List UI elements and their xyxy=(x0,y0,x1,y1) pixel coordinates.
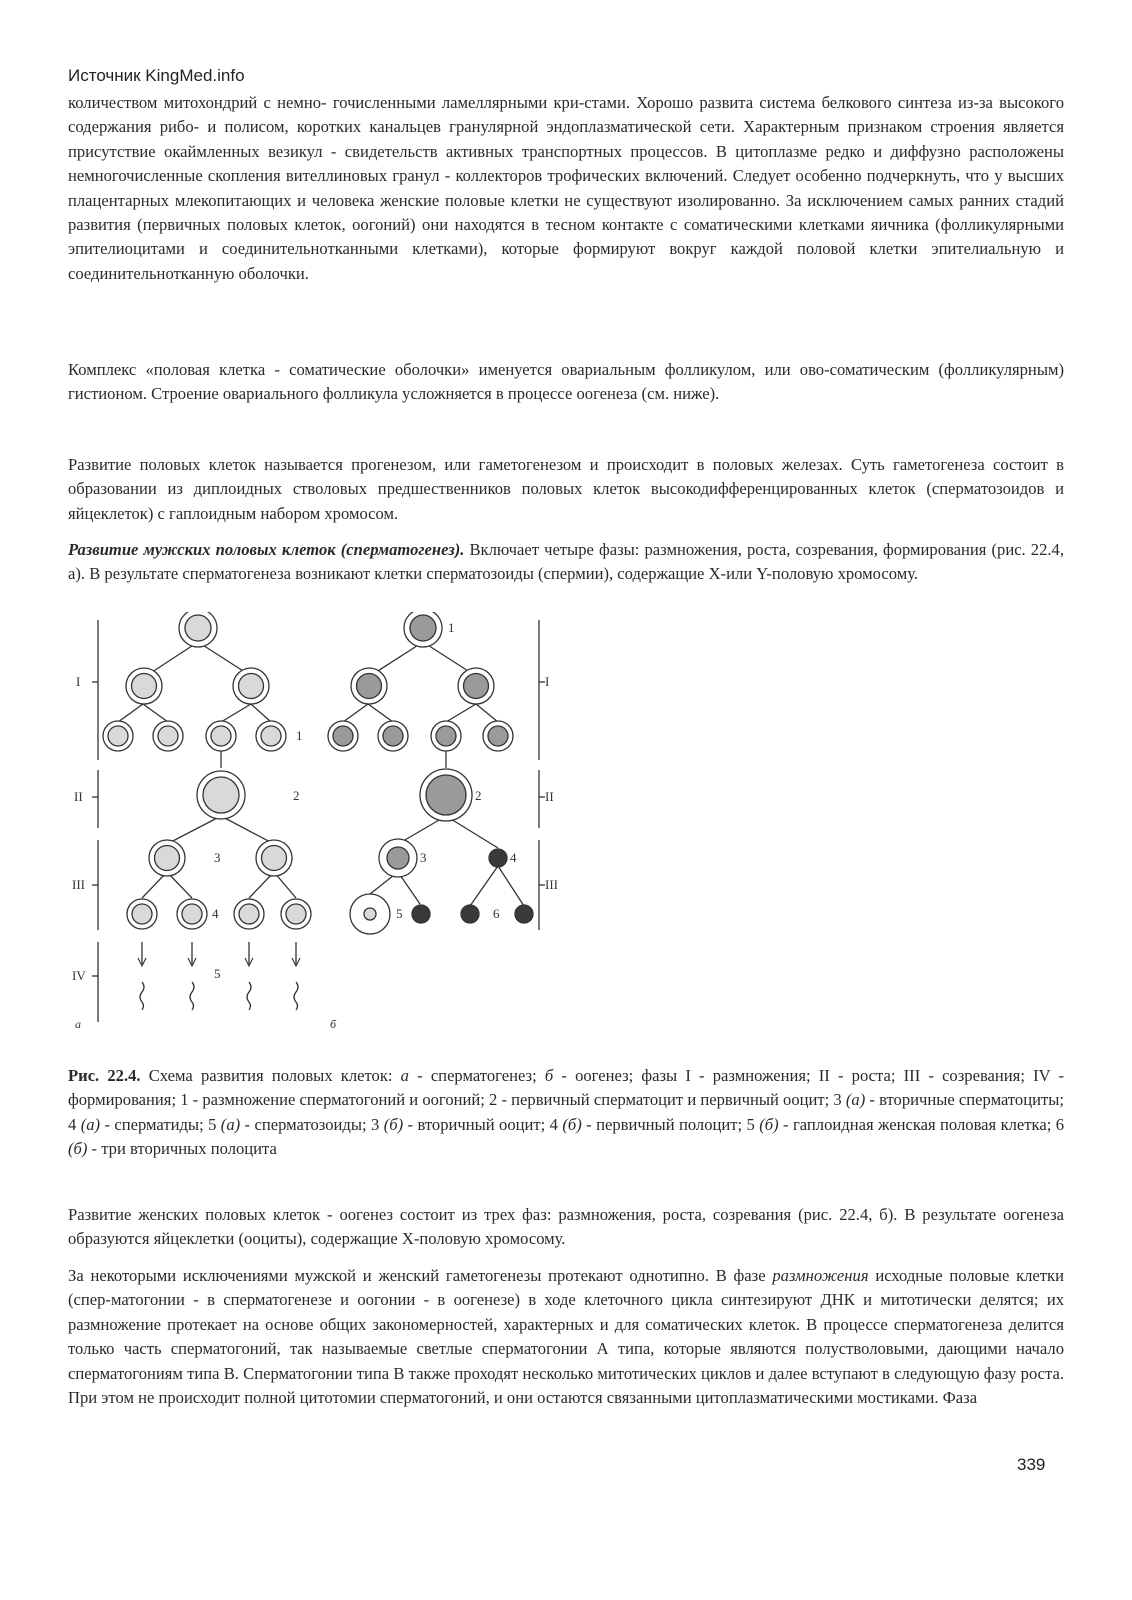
number-2-a: 2 xyxy=(293,788,300,803)
number-4-a: 4 xyxy=(212,906,219,921)
phase-label-II-b: II xyxy=(545,789,554,804)
number-3-b: 3 xyxy=(420,850,427,865)
caption-text: - три вторичных полоцита xyxy=(87,1139,277,1159)
caption-text: - вторичные сперматоциты; 4 xyxy=(68,1090,1064,1134)
caption-italic: (б) xyxy=(562,1114,582,1134)
number-3-a: 3 xyxy=(214,850,221,865)
caption-text: Схема развития половых клеток: xyxy=(140,1066,401,1085)
paragraph-1: количеством митохондрий с немно- гочисленными ламеллярными кри-стами. Хорошо развита система белкового синтеза из-за высокого содержания рибо- и полисом, коротких канальцев гранулярной эндоплазматической сети. Характерным признаком строения является присутствие окаймленных везикул - свидетельств активных транспортных процессов. В цитоплазме редко и диффузно расположены немногочисленные скопления вителлиновых гранул - коллекторов трофических включений. Следует особенно подчеркнуть, что у высших плацентарных млекопитающих и человека женские половые клетки не существуют изолированно. За исключением самых ранних стадий развития (первичных половых клеток, оогоний) они находятся в тесном контакте с соматическими клетками яичника (фолликулярными эпителиоцитами и соединительнотканными клетками), которые формируют вокруг каждой половой клетки эпителиальную и соединительнотканную оболочки. xyxy=(68,93,1064,283)
phase-label-IV-a: IV xyxy=(72,968,86,983)
paragraph-4 xyxy=(68,538,1064,587)
caption-text: - оогенез; фазы I - размножения; II - роста; III - созревания; IV - формирования; 1 - размножение сперматогоний и оогоний; 2 - первичный сперматоцит и первичный ооцит; 3 xyxy=(68,1066,1064,1110)
paragraph-6 xyxy=(68,1264,1064,1410)
phase-label-II-a: II xyxy=(74,789,83,804)
caption-italic: (а) xyxy=(80,1114,101,1134)
section-title: Развитие мужских половых клеток (сперматогенез). xyxy=(68,540,465,559)
gametogenesis-figure xyxy=(68,612,588,1032)
number-4-b: 4 xyxy=(510,850,517,865)
panel-label-b: б xyxy=(330,1017,337,1031)
paragraph-6-italic: размножения xyxy=(772,1266,869,1285)
caption-text: - первичный полоцит; 5 xyxy=(581,1114,760,1134)
caption-italic: б xyxy=(544,1066,554,1085)
caption-italic: (б) xyxy=(68,1139,88,1159)
number-2-b: 2 xyxy=(475,788,482,803)
caption-text: - вторичный ооцит; 4 xyxy=(403,1114,563,1134)
panel-a-cells xyxy=(103,612,311,929)
number-5-b: 5 xyxy=(396,906,403,921)
caption-italic: (а) xyxy=(845,1090,866,1110)
paragraph-5: Развитие женских половых клеток - оогенез состоит из трех фаз: размножения, роста, созревания (рис. 22.4, б). В результате оогенеза образуются яйцеклетки (ооциты), содержащие Х-половую хромосому. xyxy=(68,1205,1064,1249)
figure-caption xyxy=(68,1064,1064,1162)
caption-italic: (а) xyxy=(220,1114,241,1134)
caption-text: - сперматогенез; xyxy=(408,1066,545,1085)
phase-label-I-a: I xyxy=(76,674,81,689)
paragraph-6-text: За некоторыми исключениями мужской и женский гаметогенезы протекают однотипно. В фазе xyxy=(68,1266,773,1285)
paragraph-6-text: исходные половые клетки (спер-матогонии - в сперматогенезе и оогонии - в оогенезе) в ходе клеточного цикла синтезируют ДНК и митотически делятся; их размножение протекает на основе общих закономерностей, характерных и для соматических клеток. В процессе сперматогенеза делится только часть сперматогоний, так называемые светлые сперматогонии А типа, которые являются полустволовыми, дающими начало сперматогониям типа В. Сперматогонии типа В также проходят несколько митотических циклов и далее вступают в следующую фазу роста. При этом не происходит полной цитотомии сперматогоний, и они остаются связанными цитоплазматическими мостиками. Фаза xyxy=(68,1266,1064,1408)
panel-a-spermatogenesis xyxy=(92,620,300,1022)
caption-text: - гаплоидная женская половая клетка; 6 xyxy=(778,1114,1065,1134)
panel-label-a: а xyxy=(75,1017,81,1031)
number-5-a: 5 xyxy=(214,966,221,981)
panel-b-cells xyxy=(328,612,533,934)
caption-label: Рис. 22.4. xyxy=(68,1066,141,1085)
caption-italic: (б) xyxy=(759,1114,779,1134)
paragraph-4-text: Включает четыре фазы: размножения, роста, созревания, формирования (рис. 22.4, а). В результате сперматогенеза возникают клетки сперматозоиды (спермии), содержащие X-или Y-половую хромосому. xyxy=(68,540,1064,584)
source-header: Источник KingMed.info xyxy=(68,66,245,85)
paragraph-3: Развитие половых клеток называется прогенезом, или гаметогенезом и происходит в половых железах. Суть гаметогенеза состоит в образовании из диплоидных стволовых предшественников половых клеток высокодифференцированных клеток (сперматозоидов и яйцеклеток) с гаплоидным набором хромосом. xyxy=(68,455,1064,523)
phase-label-III-a: III xyxy=(72,877,85,892)
caption-italic: а xyxy=(400,1066,409,1085)
number-6-b: 6 xyxy=(493,906,500,921)
number-1-a: 1 xyxy=(296,728,303,743)
paragraph-2: Комплекс «половая клетка - соматические оболочки» именуется овариальным фолликулом, или ово-соматическим (фолликулярным) гистионом. Строение овариального фолликула усложняется в процессе оогенеза (см. ниже). xyxy=(68,360,1064,404)
caption-text: - сперматиды; 5 xyxy=(100,1114,221,1134)
phase-label-I-b: I xyxy=(545,674,550,689)
caption-text: - сперматозоиды; 3 xyxy=(240,1114,384,1134)
number-1-b-top: 1 xyxy=(448,620,455,635)
caption-italic: (б) xyxy=(383,1114,404,1134)
page-number: 339 xyxy=(1017,1455,1046,1474)
phase-label-III-b: III xyxy=(545,877,558,892)
